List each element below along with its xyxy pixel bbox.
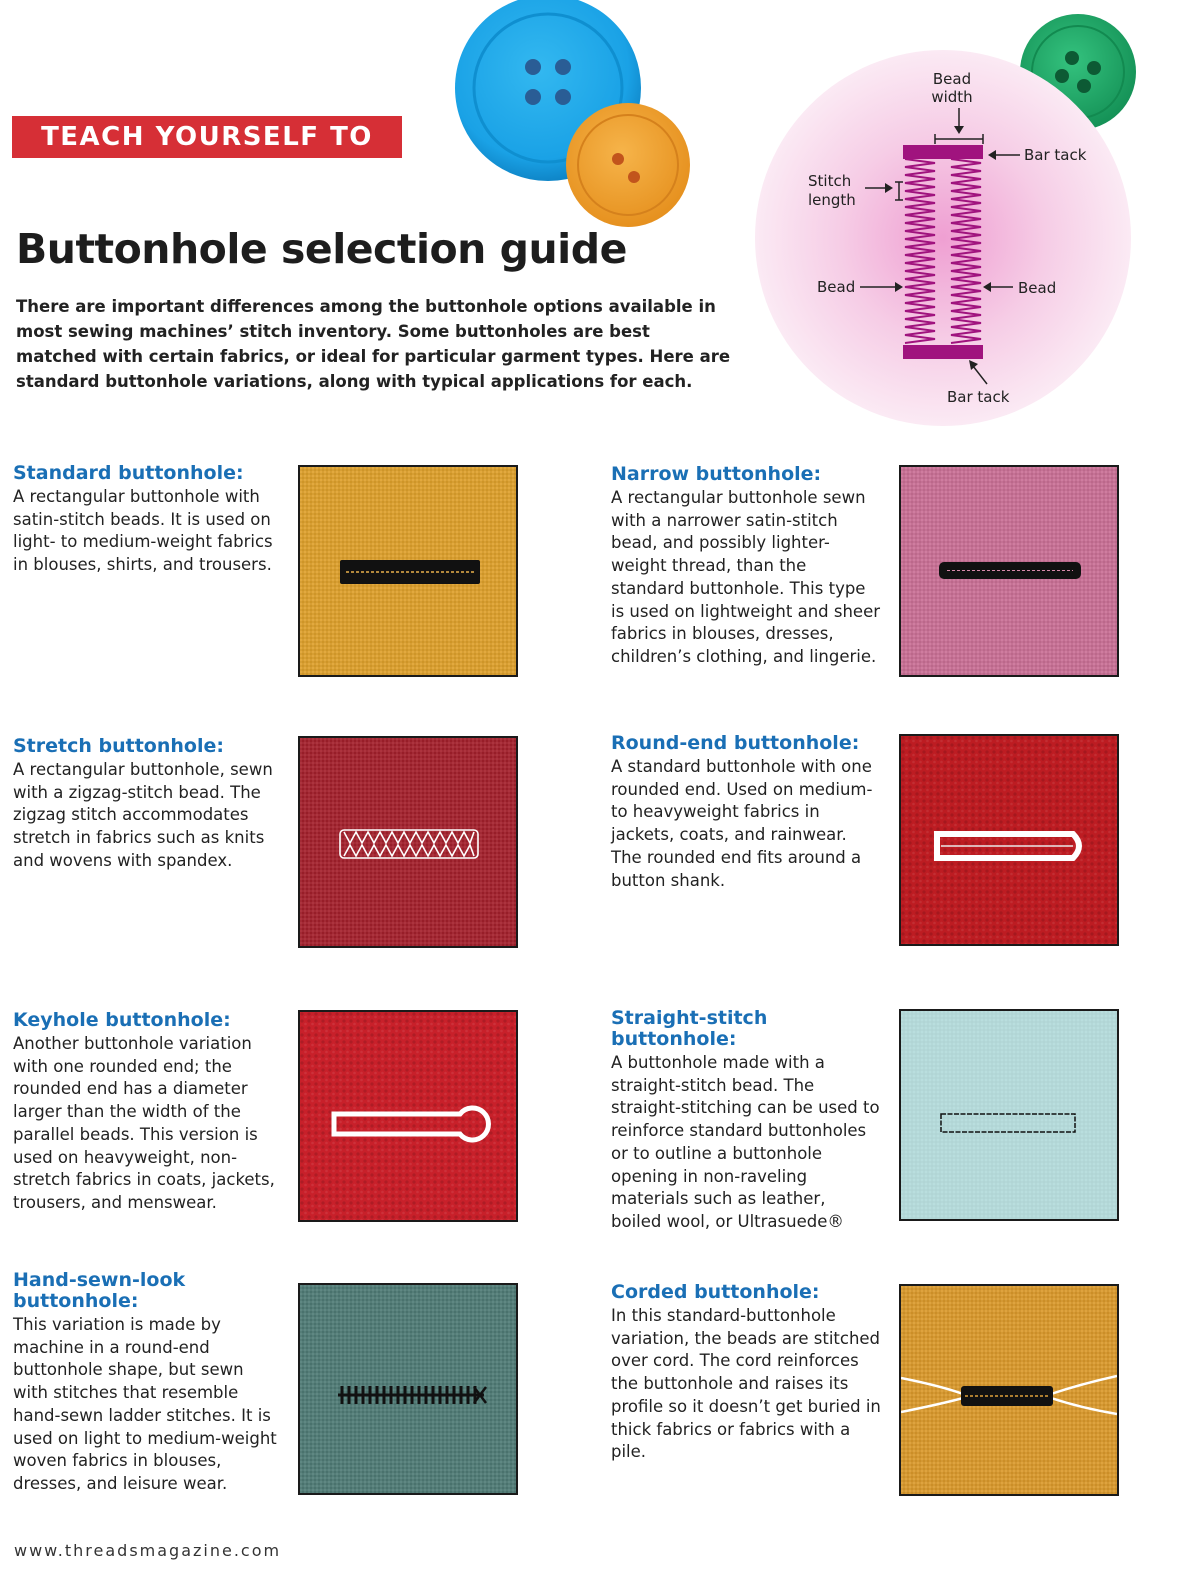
entry-straight-stitch-title: Straight-stitch buttonhole: [611,1007,768,1050]
label-stitch-length-1: Stitch [808,172,852,190]
section-banner: TEACH YOURSELF TO SEW [12,116,402,158]
label-stitch-length-2: length [808,191,856,209]
entry-standard-text: A rectangular buttonhole with satin-stitch beads. It is used on light- to medium-weight fabrics in blouses, shirts, and trousers. [13,487,273,575]
bar-tack-top-shape [903,145,983,159]
entry-stretch-title: Stretch buttonhole: [13,735,224,757]
website-footer: www.threadsmagazine.com [14,1541,282,1560]
entry-keyhole [13,1010,283,1215]
entry-keyhole-title: Keyhole buttonhole: [13,1009,231,1031]
label-bar-tack-bottom: Bar tack [947,388,1010,406]
label-bead-right: Bead [1018,279,1057,297]
standard-buttonhole-stitch [340,560,480,584]
entry-narrow-title: Narrow buttonhole: [611,463,822,485]
orange-button-icon [566,103,690,227]
entry-corded-text: In this standard-buttonhole variation, the beads are stitched over cord. The cord reinforces the buttonhole and raises its profile so it doesn’t get buried in thick fabrics or fabrics with a pile. [611,1306,881,1462]
narrow-buttonhole-stitch [939,562,1081,579]
entry-straight-stitch-text: A buttonhole made with a straight-stitch bead. The straight-stitching can be used to reinforce standard buttonholes or to outline a buttonhole opening in non-raveling materials such as leather, boiled wool, or Ultrasuede® [611,1053,880,1231]
entry-round-end-text: A standard buttonhole with one rounded end. Used on medium- to heavyweight fabrics in jackets, coats, and rainwear. The rounded end fits around a button shank. [611,757,873,890]
entry-round-end-title: Round-end buttonhole: [611,732,860,754]
page-title: Buttonhole selection guide [16,225,627,273]
entry-hand-sewn-look [13,1270,283,1496]
entry-stretch [13,736,283,873]
swatch-round-end [899,734,1119,946]
label-bead-width-1: Bead [932,70,972,88]
entry-standard [13,463,283,577]
entry-hand-sewn-look-title: Hand-sewn-look buttonhole: [13,1269,186,1312]
entry-straight-stitch [611,1008,881,1234]
entry-stretch-text: A rectangular buttonhole, sewn with a zigzag-stitch bead. The zigzag stitch accommodates stretch in fabrics such as knits and wovens with spandex. [13,760,273,870]
bar-tack-bottom-shape [903,345,983,359]
buttonhole-anatomy-diagram [745,50,1165,440]
swatch-keyhole [298,1010,518,1222]
swatch-standard [298,465,518,677]
label-bead-width-2: width [931,88,973,106]
buttons-illustration [420,0,740,250]
label-bar-tack-top: Bar tack [1024,146,1087,164]
swatch-corded [899,1284,1119,1496]
entry-narrow [611,464,881,669]
swatch-hand-sewn-look [298,1283,518,1495]
entry-keyhole-text: Another buttonhole variation with one rounded end; the rounded end has a diameter larger than the width of the parallel beads. This version is used on heavyweight, non-stretch fabrics in coats, jackets, trousers, and menswear. [13,1034,275,1212]
entry-corded-title: Corded buttonhole: [611,1281,820,1303]
swatch-straight-stitch [899,1009,1119,1221]
entry-hand-sewn-look-text: This variation is made by machine in a round-end buttonhole shape, but sewn with stitches that resemble hand-sewn ladder stitches. It is used on light to medium-weight woven fabrics in blouses, dresses, and leisure wear. [13,1315,277,1493]
diagram-background [755,50,1131,426]
entry-narrow-text: A rectangular buttonhole sewn with a narrower satin-stitch bead, and possibly lighter-weight thread, than the standard buttonhole. This type is used on lightweight and sheer fabrics in blouses, dresses, children’s clothing, and lingerie. [611,488,881,666]
swatch-stretch [298,736,518,948]
entry-round-end [611,733,881,892]
intro-paragraph: There are important differences among the buttonhole options available in most sewing machines’ stitch inventory. Some buttonholes are best matched with certain fabrics, or ideal for particular garment types. Here are standard buttonhole variations, along with typical applications for each. [16,297,731,391]
label-bead-left: Bead [817,278,856,296]
swatch-narrow [899,465,1119,677]
entry-corded [611,1282,881,1464]
entry-standard-title: Standard buttonhole: [13,462,244,484]
